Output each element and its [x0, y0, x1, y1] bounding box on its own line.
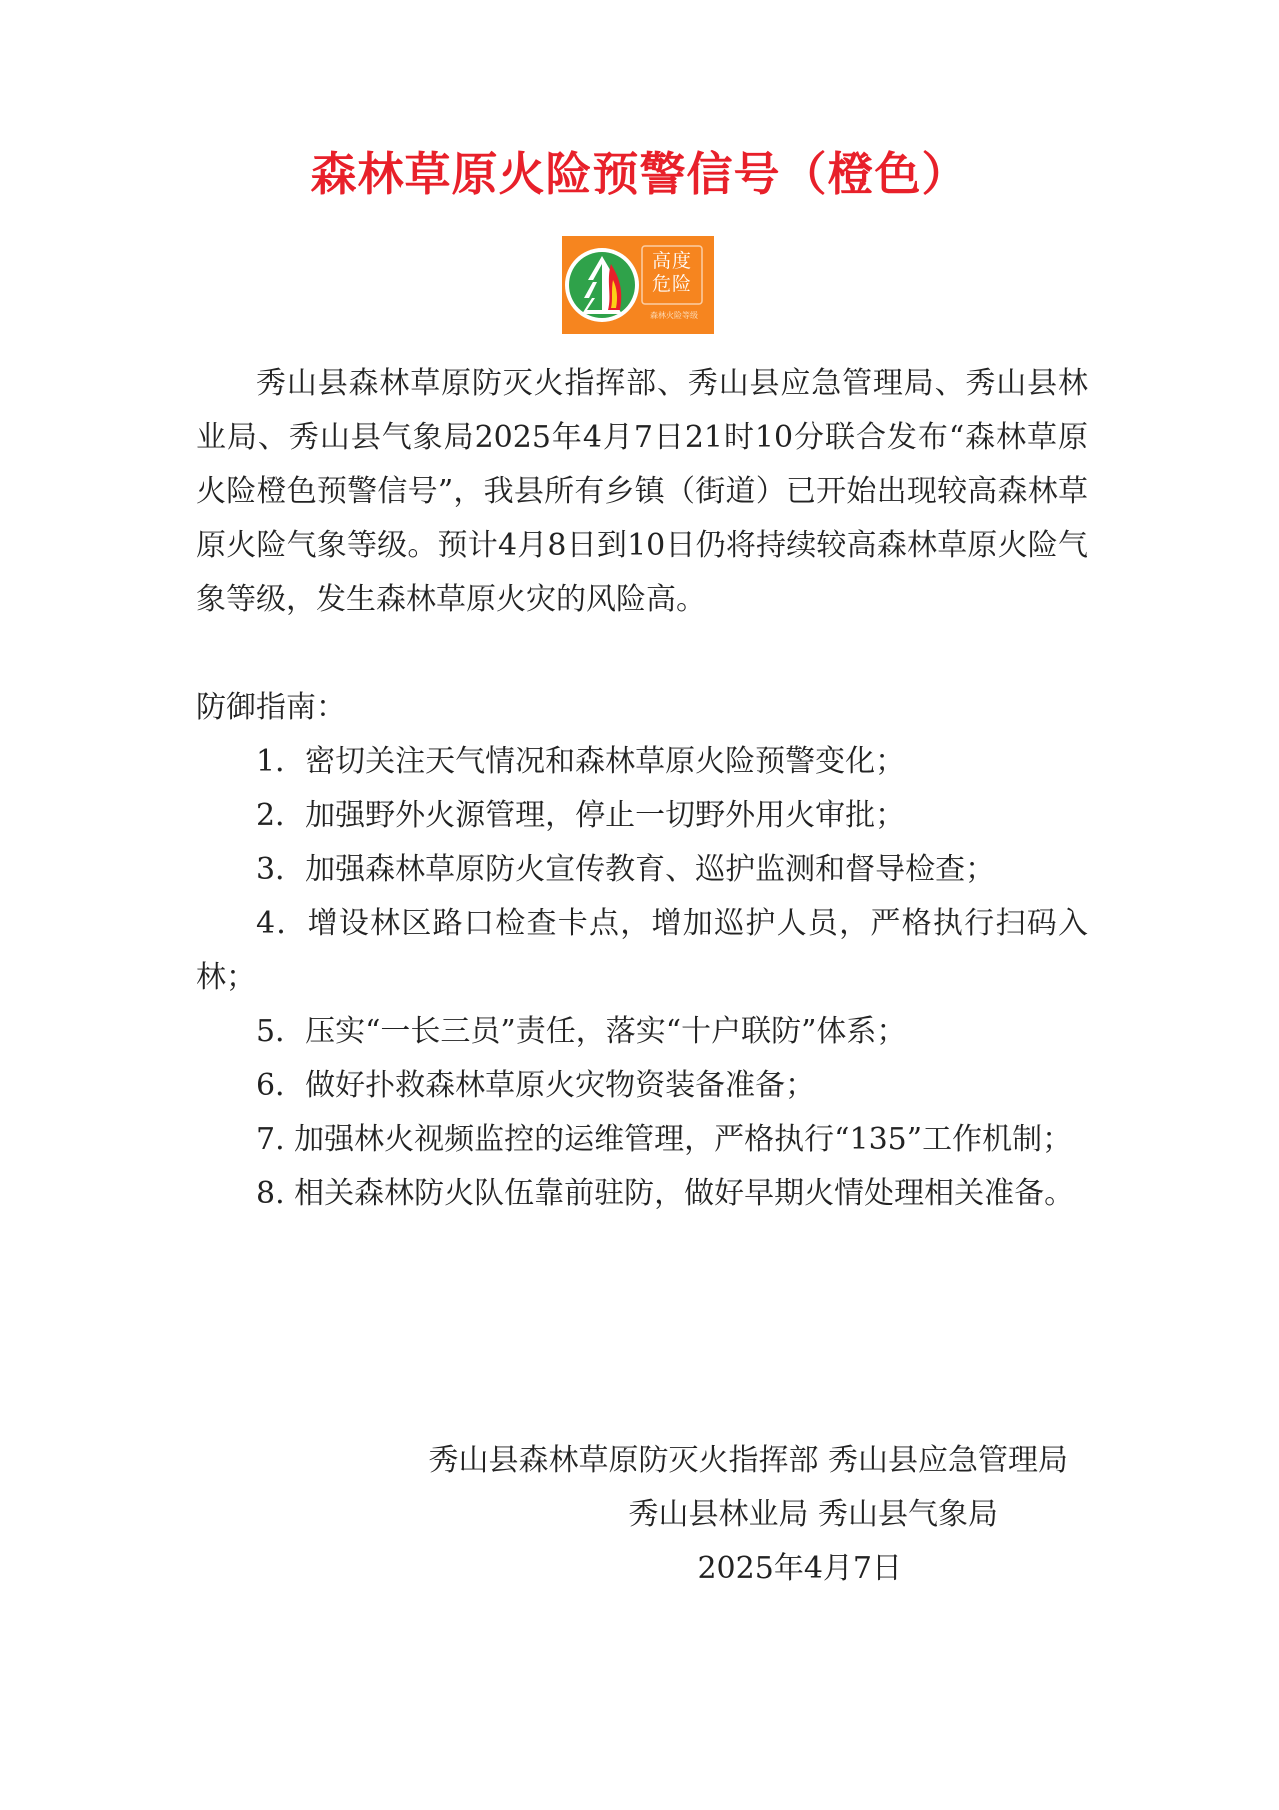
signature-date: 2025年4月7日	[697, 1551, 902, 1586]
guide-item: 4．增设林区路口检查卡点，增加巡护人员，严格执行扫码入林；	[196, 906, 1088, 995]
guide-item: 3．加强森林草原防火宣传教育、巡护监测和督导检查；	[256, 852, 996, 887]
guide-item: 6．做好扑救森林草原火灾物资装备准备；	[256, 1068, 816, 1103]
guide-item: 2．加强野外火源管理，停止一切野外用火审批；	[256, 798, 906, 833]
signal-text-line2: 危险	[651, 273, 692, 295]
guide-item: 8. 相关森林防火队伍靠前驻防，做好早期火情处理相关准备。	[256, 1176, 1075, 1211]
guide-list	[196, 735, 1088, 1221]
fire-warning-signal-badge	[562, 236, 714, 334]
signal-text-line1: 高度	[651, 250, 692, 272]
document-body	[196, 357, 1088, 1221]
guide-heading: 防御指南：	[196, 690, 346, 725]
guide-item: 5．压实“一长三员”责任，落实“十户联防”体系；	[256, 1014, 907, 1049]
document-title: 森林草原火险预警信号（橙色）	[310, 147, 969, 201]
signature-issuers-line2: 秀山县林业局 秀山县气象局	[628, 1497, 998, 1532]
guide-item: 7. 加强林火视频监控的运维管理，严格执行“135”工作机制；	[256, 1122, 1073, 1157]
signal-small-text: 森林火险等级	[650, 311, 698, 320]
signature-issuers-line1: 秀山县森林草原防灭火指挥部 秀山县应急管理局	[428, 1443, 1068, 1478]
intro-paragraph: 秀山县森林草原防灭火指挥部、秀山县应急管理局、秀山县林业局、秀山县气象局2025年4月7日21时10分联合发布“森林草原火险橙色预警信号”，我县所有乡镇（街道）已开始出现较高森林草原火险气象等级。预计4月8日到10日仍将持续较高森林草原火险气象等级，发生森林草原火灾的风险高。	[196, 366, 1088, 617]
guide-item: 1．密切关注天气情况和森林草原火险预警变化；	[256, 744, 906, 779]
